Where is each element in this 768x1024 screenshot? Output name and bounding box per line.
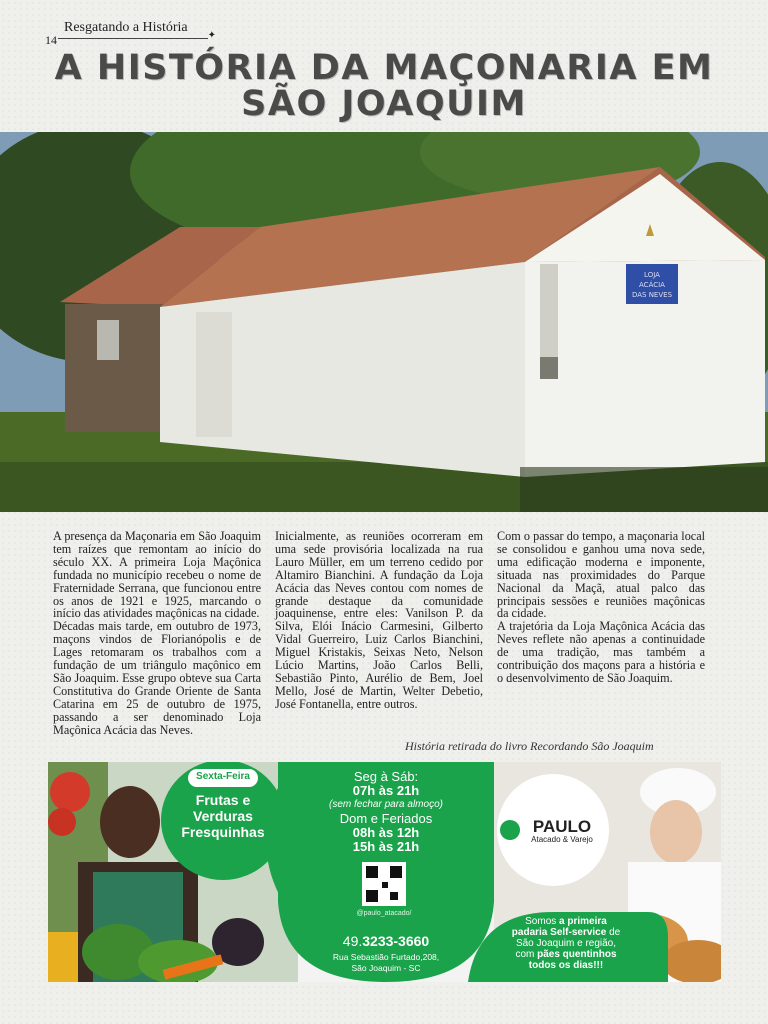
lodge-building-photo xyxy=(0,132,768,512)
address xyxy=(316,952,456,974)
produce-line: Fresquinhas xyxy=(181,824,265,840)
qr-code[interactable] xyxy=(362,862,406,906)
article-column-1 xyxy=(53,530,261,737)
page-number: 14 xyxy=(45,33,57,47)
paragraph: A trajetória da Loja Maçônica Acácia das Neves reflete não apenas a continuidade de uma tradição, mas também a contribuição dos maçons para a história e o desenvolvimento de São Joaquim. xyxy=(497,619,705,685)
supermarket-advertisement xyxy=(48,762,721,982)
phone-prefix: 49. xyxy=(342,933,363,949)
sign-text-line-1: LOJA xyxy=(644,271,660,279)
opening-hours xyxy=(306,770,466,854)
brand-logo xyxy=(522,818,602,844)
article-title-line-2: SÃO JOAQUIM xyxy=(241,84,527,124)
paragraph: A presença da Maçonaria em São Joaquim tem raízes que remontam ao início do século XX. A primeira Loja Maçônica fundada no município recebeu o nome de Fraternidade Serrana, que funcionou entre os anos de 1921 e 1925, marcando o início das atividades maçônicas na cidade. xyxy=(53,529,261,621)
brand-subtitle: Atacado & Varejo xyxy=(531,835,593,844)
slogan-text: a primeira xyxy=(559,916,607,927)
slogan-text: todos os dias!!! xyxy=(528,960,604,971)
article-column-3 xyxy=(497,530,705,685)
article-title xyxy=(20,50,748,122)
source-credit: História retirada do livro Recordando São Joaquim xyxy=(405,739,654,753)
phone-number xyxy=(326,933,446,949)
slogan-text: com xyxy=(515,949,538,960)
slogan-text: de xyxy=(606,927,621,938)
hours-line: Dom e Feriados xyxy=(339,811,433,826)
hours-line: 07h às 21h xyxy=(352,783,420,798)
day-badge: Sexta-Feira xyxy=(196,771,250,782)
paragraph: Inicialmente, as reuniões ocorreram em uma sede provisória localizada na rua Lauro Müller, em um terreno cedido por Altamiro Bianchini. A fundação da Loja Acácia das Neves contou com nomes de grande destaque da comunidade joaquinense, entre eles: Vanilson P. da Silva, Elói Inácio Carmesini, Gilberto Vidal Guerreiro, Luiz Carlos Bianchini, Miguel Kristakis, Seixas Neto, Nelson Lúcio Martins, João Carlos Belli, Sebastião Pinto, Aurélio de Bem, Joel Mello, José de Martin, Welter Debetio, José Fontanella, entre outros. xyxy=(275,529,483,711)
slogan-text: São Joaquim e região, xyxy=(515,938,617,949)
paragraph: Com o passar do tempo, a maçonaria local se consolidou e ganhou uma nova sede, uma edificação moderna e imponente, situada nas proximidades do Parque Nacional da Maçã, atual palco das principais sessões e reuniões maçônicas da cidade. xyxy=(497,529,705,621)
phone-digits: 3233-3660 xyxy=(362,933,430,949)
produce-line: Frutas e xyxy=(195,792,251,808)
section-label: Resgatando a História xyxy=(64,20,188,35)
bakery-slogan xyxy=(478,916,654,971)
hours-line: Seg à Sáb: xyxy=(353,769,419,784)
hours-line: 15h às 21h xyxy=(352,839,420,854)
instagram-handle: @paulo_atacado/ xyxy=(356,910,412,917)
article-title-line-1: A HISTÓRIA DA MAÇONARIA EM xyxy=(54,48,714,88)
slogan-text: Somos xyxy=(525,916,560,927)
article-column-2 xyxy=(275,530,483,711)
hours-line: 08h às 12h xyxy=(352,825,420,840)
hours-line: (sem fechar para almoço) xyxy=(329,799,443,810)
slogan-text: pães quentinhos xyxy=(537,949,617,960)
address-line: São Joaquim - SC xyxy=(351,963,421,973)
slogan-text: padaria Self-service xyxy=(511,927,607,938)
sign-text-line-2: ACÁCIA xyxy=(639,281,665,289)
section-divider xyxy=(58,38,208,39)
paragraph: Décadas mais tarde, em outubro de 1973, maçons vindos de Florianópolis e de Lages retomaram os trabalhos com a fundação de um triângulo maçônico em São Joaquim. Esse grupo obteve sua Carta Constitutiva do Grande Oriente de Santa Catarina em 25 de outubro de 1975, passando a ser denominado Loja Maçônica Acácia das Neves. xyxy=(53,619,261,737)
produce-text xyxy=(168,792,278,840)
sign-text-line-3: DAS NEVES xyxy=(631,291,673,299)
address-line: Rua Sebastião Furtado,208, xyxy=(332,952,440,962)
brand-name: PAULO xyxy=(532,817,592,836)
lodge-photo-illustration xyxy=(0,132,768,512)
produce-line: Verduras xyxy=(193,808,253,824)
